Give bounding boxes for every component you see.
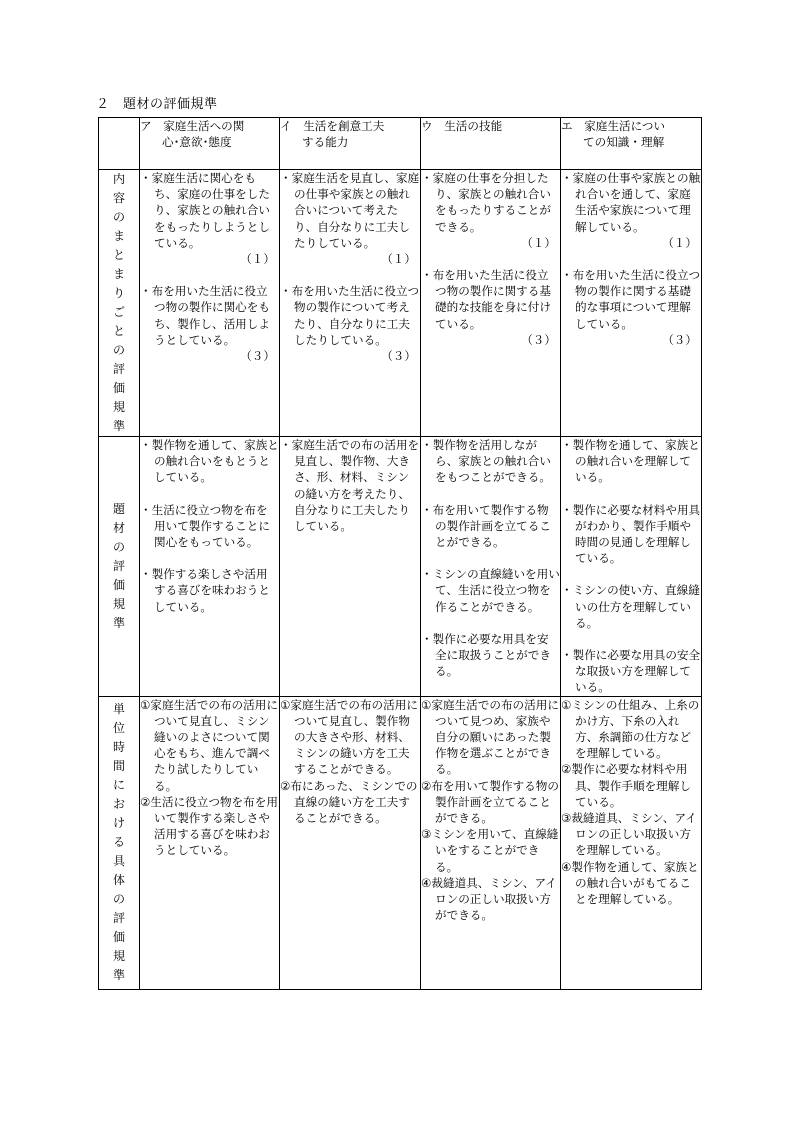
section-title: ２ 題材の評価規準: [96, 97, 218, 112]
row-label-content-criteria: [99, 170, 140, 437]
criteria-text: ④裁縫道具、ミシン、アイロンの正しい取扱い方ができる。: [421, 875, 557, 923]
criteria-text: ・布を用いて製作する物の製作計画を立てることができる。: [421, 502, 551, 550]
content-number-ref: （３）: [381, 349, 416, 364]
criteria-cell: [421, 437, 561, 697]
criteria-text: ②生活に役立つ物を布を用いて製作する楽しさや活用する喜びを味わおうとしている。: [140, 794, 278, 858]
criteria-item: [421, 267, 560, 348]
criteria-cell: [561, 696, 702, 989]
row-lesson-criteria: [99, 696, 702, 989]
criteria-text: ②布を用いて製作する物の製作計画を立てることができる。: [421, 778, 559, 826]
criteria-item: [140, 566, 279, 615]
criteria-text: ②製作に必要な材料や用具、製作手順を理解している。: [561, 762, 691, 809]
header-row: [99, 118, 702, 170]
criteria-item: [561, 810, 701, 859]
criteria-text: ①家庭生活での布の活用について見直し、ミシン縫いのよさについて関心をもち、進んで調べたり試したりしている。: [140, 697, 278, 793]
criteria-text: ・ミシンの使い方、直線縫いの仕方を理解している。: [561, 583, 700, 630]
criteria-item: [561, 502, 701, 567]
criteria-item: [280, 283, 420, 364]
criteria-text: ①家庭生活での布の活用について見つめ、家族や自分の願いにあった製作物を選ぶことができる。: [421, 697, 559, 777]
criteria-text: ・布を用いた生活に役立つ物の製作について考えたり、自分なりに工夫したりしている。: [280, 284, 420, 347]
criteria-item: [421, 875, 560, 924]
criteria-text: ・製作する楽しさや活用する喜びを味わおうとしている。: [140, 567, 270, 614]
criteria-item: [421, 631, 560, 680]
row-label-unit-criteria: [99, 437, 140, 697]
header-a-line2: 心･意欲･態度: [162, 135, 232, 150]
criteria-text: ③裁縫道具、ミシン、アイロンの正しい取扱い方を理解している。: [561, 811, 697, 858]
header-cell-a: [140, 118, 280, 170]
content-number-ref: （３）: [662, 332, 697, 347]
row-label-text: 内容のまとまりごとの評価規準: [112, 172, 125, 433]
criteria-text: ・製作に必要な用具の安全な取扱い方を理解している。: [561, 648, 701, 695]
content-number-ref: （１）: [662, 235, 697, 250]
criteria-cell: [421, 696, 561, 989]
criteria-text: ・製作物を通して、家族との触れ合いをもとうとしている。: [140, 438, 279, 485]
criteria-item: [421, 566, 560, 615]
header-e-line1: エ 家庭生活につい: [561, 119, 666, 133]
criteria-text: ③ミシンを用いて、直線縫いをすることができる。: [421, 827, 559, 874]
criteria-item: [561, 582, 701, 631]
criteria-text: ・布を用いた生活に役立つ物の製作に関する基礎的な事項について理解している。: [561, 268, 701, 331]
criteria-text: ・家庭生活に関心をもち、家庭の仕事をしたり、家族との触れ合いをもったりしようとしている。: [140, 171, 270, 250]
row-label-lesson-criteria: [99, 696, 140, 989]
header-cell-e: [561, 118, 702, 170]
criteria-item: [280, 170, 420, 267]
header-i-line2: する能力: [302, 135, 349, 150]
row-label-text: 題材の評価規準: [112, 501, 125, 630]
criteria-item: [561, 437, 701, 486]
header-cell-u: [421, 118, 561, 170]
header-cell-i: [280, 118, 421, 170]
row-content-criteria: [99, 170, 702, 437]
criteria-text: ・生活に役立つ物を布を用いて製作することに関心をもっている。: [140, 502, 270, 550]
header-u-line1: ウ 生活の技能: [421, 119, 503, 133]
criteria-cell: [280, 170, 421, 437]
criteria-text: ④製作物を通して、家族との触れ合いがもてることを理解している。: [561, 859, 699, 907]
criteria-item: [561, 647, 701, 696]
criteria-item: [280, 697, 420, 778]
header-a-line1: ア 家庭生活への関: [140, 119, 245, 133]
criteria-text: ・家庭生活での布の活用を見直し、製作物、大きさ、形、材料、ミシンの縫い方を考えたり、自分なりに工夫したりしている。: [280, 438, 420, 534]
criteria-item: [421, 437, 560, 486]
criteria-text: ・ミシンの直線縫いを用いて、生活に役立つ物を作ることができる。: [421, 567, 560, 614]
header-i-line1: イ 生活を創意工夫: [280, 119, 385, 133]
row-unit-criteria: [99, 437, 702, 697]
criteria-cell: [421, 170, 561, 437]
criteria-cell: [140, 170, 280, 437]
criteria-item: [421, 170, 560, 251]
criteria-item: [140, 170, 279, 267]
criteria-text: ・製作に必要な用具を安全に取扱うことができる。: [421, 631, 551, 679]
criteria-item: [421, 778, 560, 827]
criteria-item: [561, 859, 701, 908]
header-e-line2: ての知識・理解: [583, 135, 665, 150]
criteria-text: ・製作に必要な材料や用具がわかり、製作手順や時間の見通しを理解している。: [561, 502, 701, 566]
criteria-item: [140, 283, 279, 364]
criteria-cell: [140, 437, 280, 697]
criteria-item: [561, 761, 701, 810]
criteria-text: ・布を用いた生活に役立つ物の製作に関する基礎的な技能を身に付けている。: [421, 268, 551, 331]
criteria-text: ・家庭の仕事や家族との触れ合いを通して、家庭生活や家族について理解している。: [561, 171, 701, 234]
content-number-ref: （１）: [240, 252, 275, 267]
criteria-text: ・家庭の仕事を分担したり、家族との触れ合いをもったりすることができる。: [421, 171, 551, 234]
content-number-ref: （３）: [521, 332, 556, 347]
criteria-text: ①家庭生活での布の活用について見直し、製作物の大きさや形、材料、ミシンの縫い方を工夫することができる。: [280, 697, 418, 777]
criteria-item: [561, 267, 701, 348]
criteria-text: ①ミシンの仕組み、上糸のかけ方、下糸の入れ方、糸調節の仕方などを理解している。: [561, 697, 700, 761]
criteria-item: [140, 437, 279, 486]
header-corner-cell: [99, 118, 140, 170]
criteria-cell: [140, 696, 280, 989]
criteria-item: [280, 437, 420, 534]
criteria-text: ・家庭生活を見直し、家庭の仕事や家族との触れ合いについて考えたり、自分なりに工夫したりしている。: [280, 171, 420, 250]
criteria-item: [421, 502, 560, 551]
criteria-text: ②布にあった、ミシンでの直線の縫い方を工夫することができる。: [280, 778, 418, 826]
criteria-item: [140, 697, 279, 794]
criteria-cell: [561, 170, 702, 437]
content-number-ref: （１）: [381, 252, 416, 267]
criteria-text: ・布を用いた生活に役立つ物の製作に関心をもち、製作し、活用しようとしている。: [140, 284, 270, 347]
criteria-item: [140, 502, 279, 551]
criteria-cell: [561, 437, 702, 697]
content-number-ref: （１）: [521, 235, 556, 250]
evaluation-criteria-table: [98, 117, 702, 990]
criteria-text: ・製作物を活用しながら、家族との触れ合いをもつことができる。: [421, 438, 551, 485]
criteria-item: [421, 826, 560, 875]
criteria-cell: [280, 437, 421, 697]
criteria-item: [140, 794, 279, 859]
row-label-text: 単位時間における具体の評価規準: [112, 702, 125, 983]
criteria-cell: [280, 696, 421, 989]
criteria-item: [280, 778, 420, 827]
criteria-item: [561, 697, 701, 762]
criteria-text: ・製作物を通して、家族との触れ合いを理解している。: [561, 438, 700, 485]
criteria-item: [421, 697, 560, 778]
content-number-ref: （３）: [240, 349, 275, 364]
criteria-item: [561, 170, 701, 251]
